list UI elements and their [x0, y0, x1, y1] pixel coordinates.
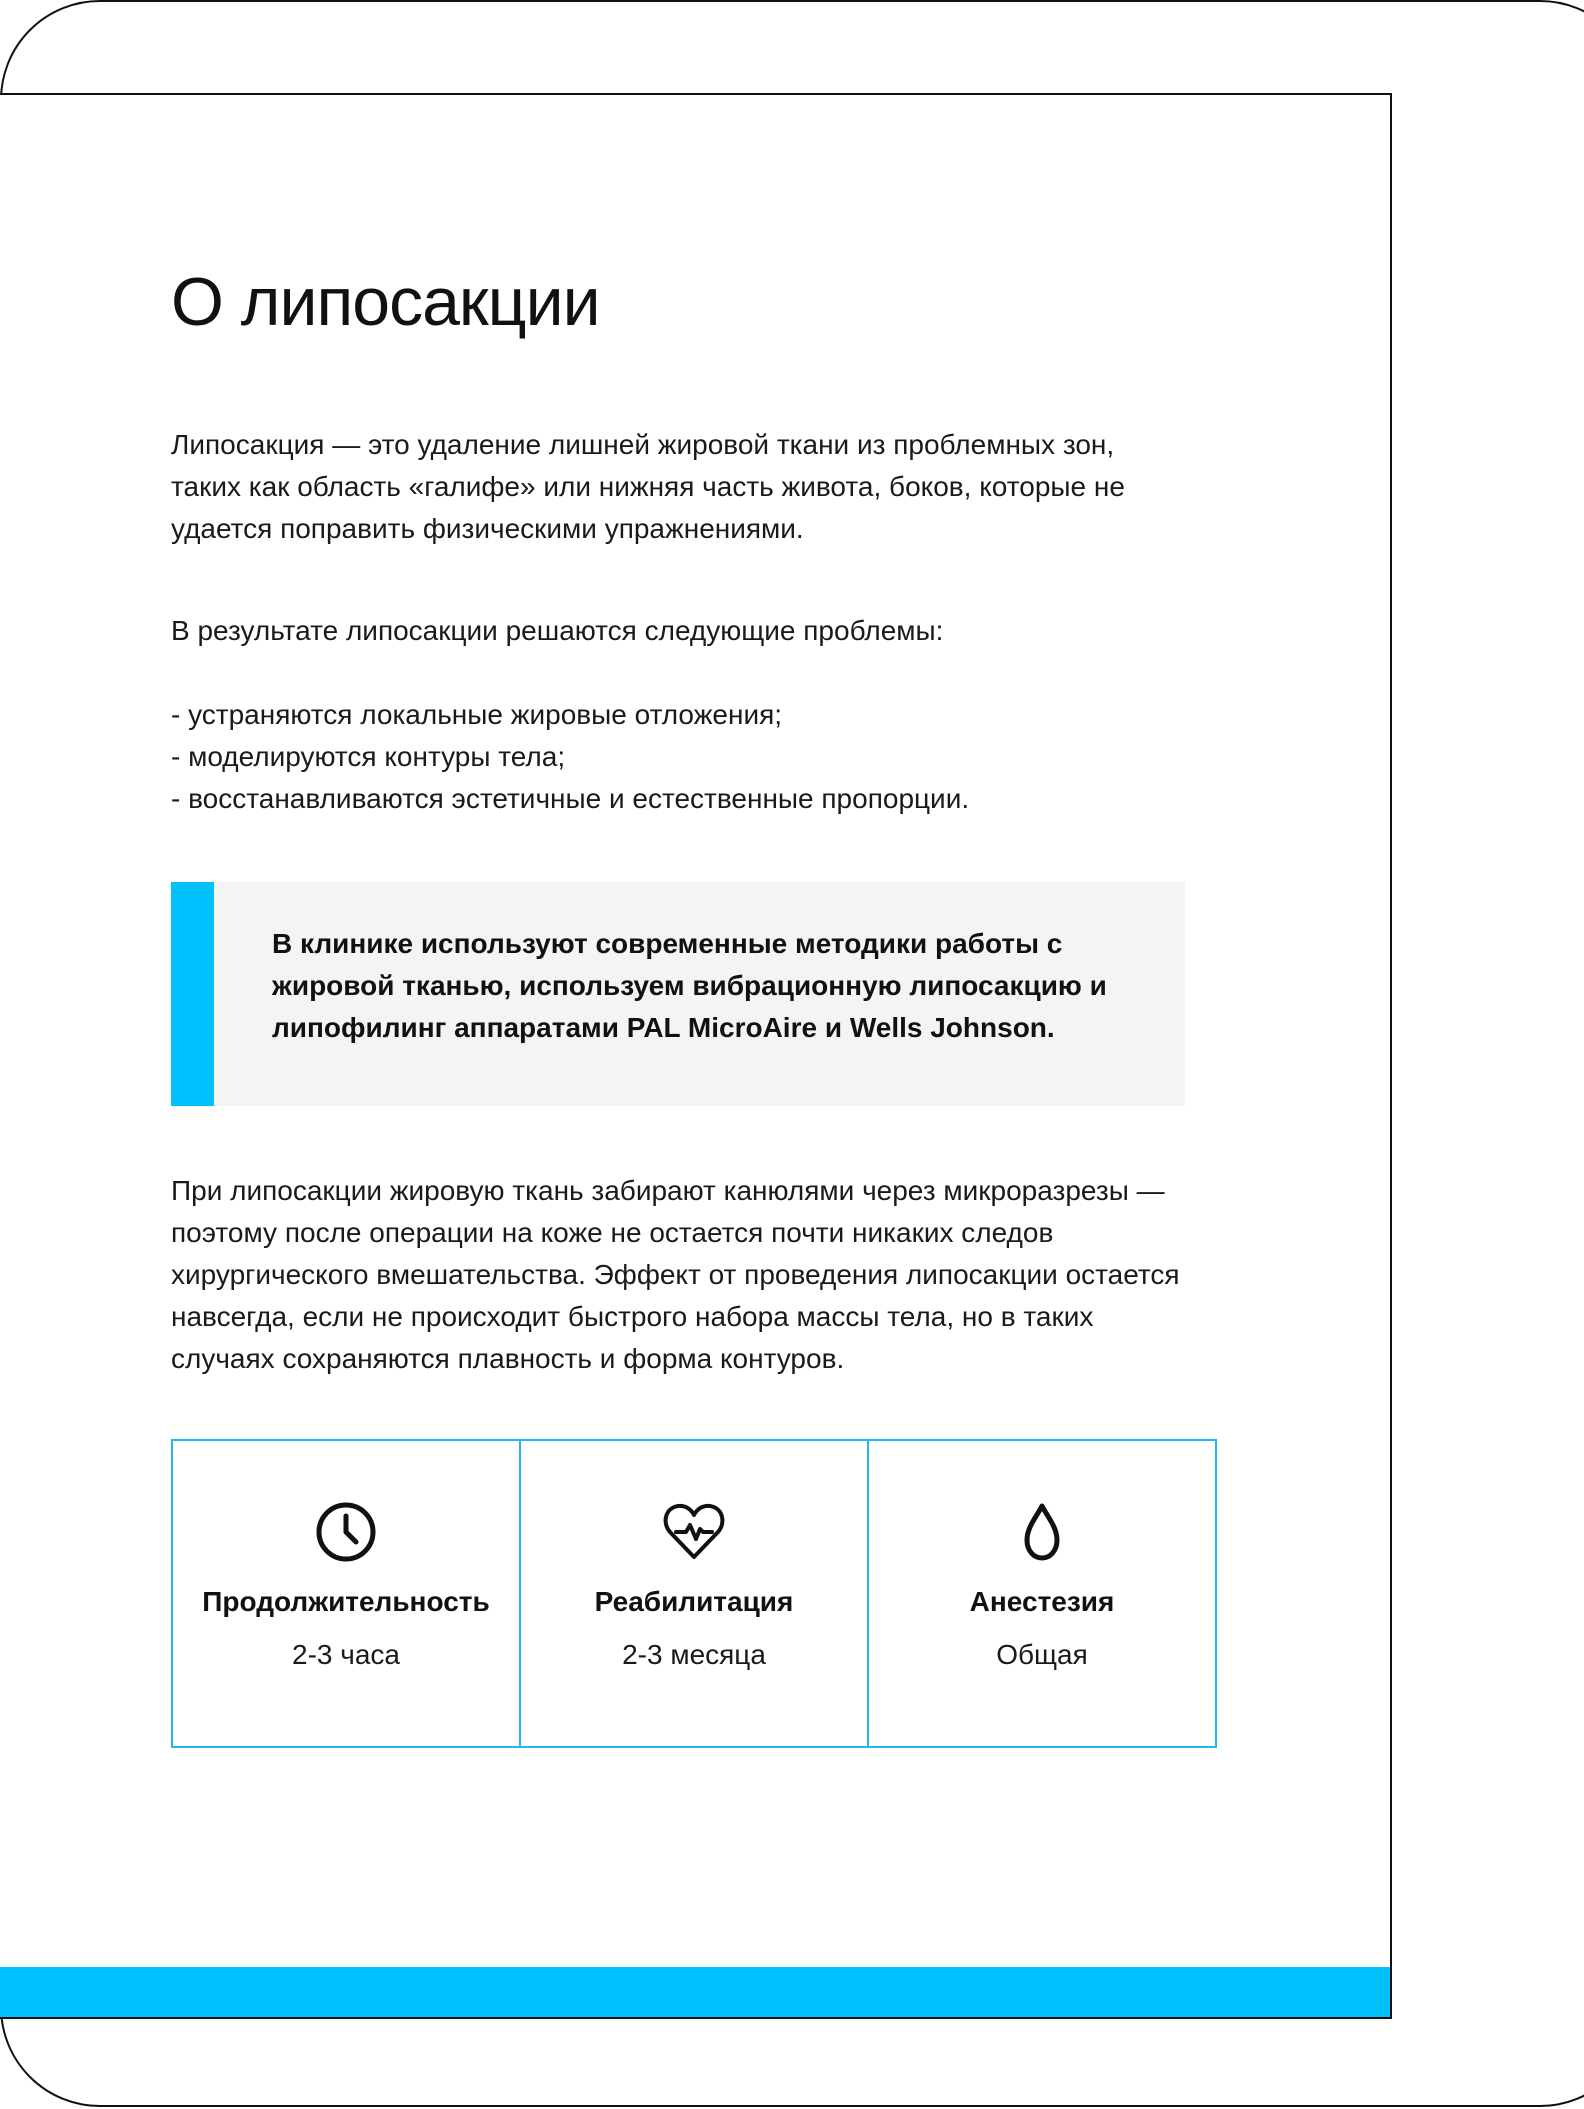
info-grid [171, 1439, 1217, 1748]
list-item: - восстанавливаются эстетичные и естественные пропорции. [171, 783, 970, 814]
info-card-value: 2-3 месяца [622, 1639, 766, 1670]
list-item: - устраняются локальные жировые отложения; [171, 699, 783, 730]
callout-text: В клинике используют современные методики работы с жировой тканью, используем вибрационную липосакцию и липофилинг аппаратами PAL MicroAire и Wells Johnson. [272, 928, 1107, 1043]
info-card-label: Анестезия [969, 1586, 1115, 1617]
results-lead: В результате липосакции решаются следующие проблемы: [171, 615, 944, 646]
list-item: - моделируются контуры тела; [171, 741, 566, 772]
info-card-value: 2-3 часа [292, 1639, 400, 1670]
callout-block [171, 882, 1185, 1106]
info-card-value: Общая [996, 1639, 1088, 1670]
info-card-duration [173, 1441, 519, 1746]
info-card-anesthesia [867, 1441, 1215, 1746]
bottom-accent-bar [0, 1967, 1390, 2017]
drop-icon [1009, 1499, 1075, 1565]
cannula-paragraph: При липосакции жировую ткань забирают канюлями через микроразрезы — поэтому после операции на коже не остается почти никаких следов хирургического вмешательства. Эффект от проведения липосакции остается навсегда, если не происходит быстрого набора массы тела, но в таких случаях сохраняются плавность и форма контуров. [171, 1175, 1180, 1374]
heartbeat-icon [661, 1499, 727, 1565]
callout-accent-bar [171, 882, 214, 1106]
info-card-label: Продолжительность [202, 1586, 490, 1617]
page-card [0, 93, 1392, 2019]
clock-icon [313, 1499, 379, 1565]
results-list [171, 694, 969, 820]
info-card-label: Реабилитация [594, 1586, 794, 1617]
page-title: О липосакции [171, 264, 600, 340]
info-card-rehabilitation [519, 1441, 867, 1746]
intro-paragraph: Липосакция — это удаление лишней жировой ткани из проблемных зон, таких как область «галифе» или нижняя часть живота, боков, которые не удается поправить физическими упражнениями. [171, 429, 1125, 544]
